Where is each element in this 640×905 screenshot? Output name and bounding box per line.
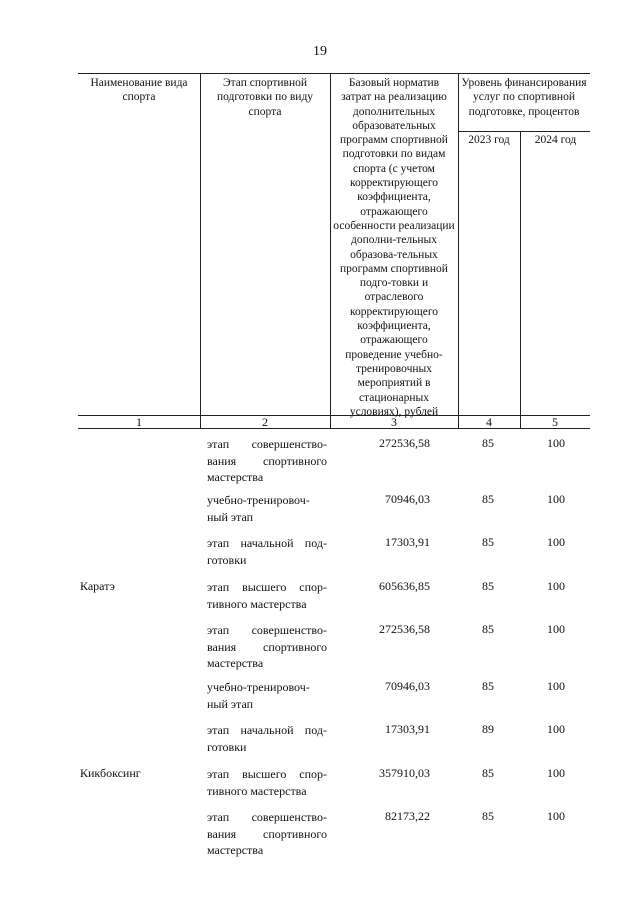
funding-2023-cell: 85 (482, 679, 494, 693)
funding-2023-cell: 85 (482, 436, 494, 450)
norm-cell: 70946,03 (385, 679, 430, 693)
funding-2024-cell: 100 (547, 535, 565, 549)
funding-2024-cell: 100 (547, 436, 565, 450)
stage-cell: учебно-тренировоч-ный этап (207, 680, 310, 711)
stage-cell: этап совершенство-вания спортивного мастерства (207, 623, 327, 670)
norm-cell: 17303,91 (385, 722, 430, 736)
header-funding-level: Уровень финансирования услуг по спортивной подготовке, процентов (461, 77, 587, 118)
funding-2023-cell: 85 (482, 766, 494, 780)
stage-cell: этап высшего спор-тивного мастерства (207, 580, 327, 611)
header-sport-name: Наименование вида спорта (90, 77, 188, 104)
funding-2023-cell: 85 (482, 535, 494, 549)
subheader-divider (458, 131, 590, 132)
norm-cell: 605636,85 (379, 579, 430, 593)
stage-cell: этап совершенство-вания спортивного мастерства (207, 810, 327, 857)
funding-2024-cell: 100 (547, 579, 565, 593)
header-stage: Этап спортивной подготовки по виду спорта (216, 77, 314, 118)
column-divider-4 (520, 131, 521, 429)
norm-cell: 70946,03 (385, 492, 430, 506)
column-divider-3 (458, 73, 459, 429)
norm-cell: 82173,22 (385, 809, 430, 823)
funding-2023-cell: 85 (482, 492, 494, 506)
column-number-1: 1 (136, 415, 142, 429)
sport-name-cell: Кикбоксинг (80, 766, 141, 780)
column-number-3: 3 (391, 415, 397, 429)
norm-cell: 357910,03 (379, 766, 430, 780)
column-divider-2 (330, 73, 331, 429)
funding-2023-cell: 85 (482, 622, 494, 636)
column-number-5: 5 (552, 415, 558, 429)
stage-cell: этап совершенство-вания спортивного мастерства (207, 437, 327, 484)
column-number-4: 4 (486, 415, 492, 429)
stage-cell: учебно-тренировоч-ный этап (207, 493, 310, 524)
funding-2024-cell: 100 (547, 722, 565, 736)
funding-2024-cell: 100 (547, 679, 565, 693)
norm-cell: 272536,58 (379, 436, 430, 450)
table-top-border (78, 73, 590, 74)
stage-cell: этап высшего спор-тивного мастерства (207, 767, 327, 798)
funding-2024-cell: 100 (547, 809, 565, 823)
stage-cell: этап начальной под-готовки (207, 723, 327, 754)
header-base-norm: Базовый норматив затрат на реализацию дополнительных образовательных программ спортивной подготовки по видам спорта (с учетом корректирующего коэффициента, отражающего особенности реализации дополни-тельных образова-тельных программ спортивной подго-товки и отраслевого корректирующего коэффициента, отражающего проведение учебно-тренировочных мероприятий в стационарных условиях), рублей (333, 77, 455, 418)
column-divider-1 (200, 73, 201, 429)
funding-2024-cell: 100 (547, 622, 565, 636)
funding-2023-cell: 85 (482, 579, 494, 593)
funding-2024-cell: 100 (547, 766, 565, 780)
column-number-2: 2 (262, 415, 268, 429)
funding-2023-cell: 85 (482, 809, 494, 823)
stage-cell: этап начальной под-готовки (207, 536, 327, 567)
header-year-2023: 2023 год (468, 134, 510, 146)
funding-2024-cell: 100 (547, 492, 565, 506)
norm-cell: 17303,91 (385, 535, 430, 549)
header-year-2024: 2024 год (534, 134, 577, 146)
funding-2023-cell: 89 (482, 722, 494, 736)
sport-name-cell: Каратэ (80, 579, 115, 593)
norm-cell: 272536,58 (379, 622, 430, 636)
page-number: 19 (313, 44, 327, 59)
